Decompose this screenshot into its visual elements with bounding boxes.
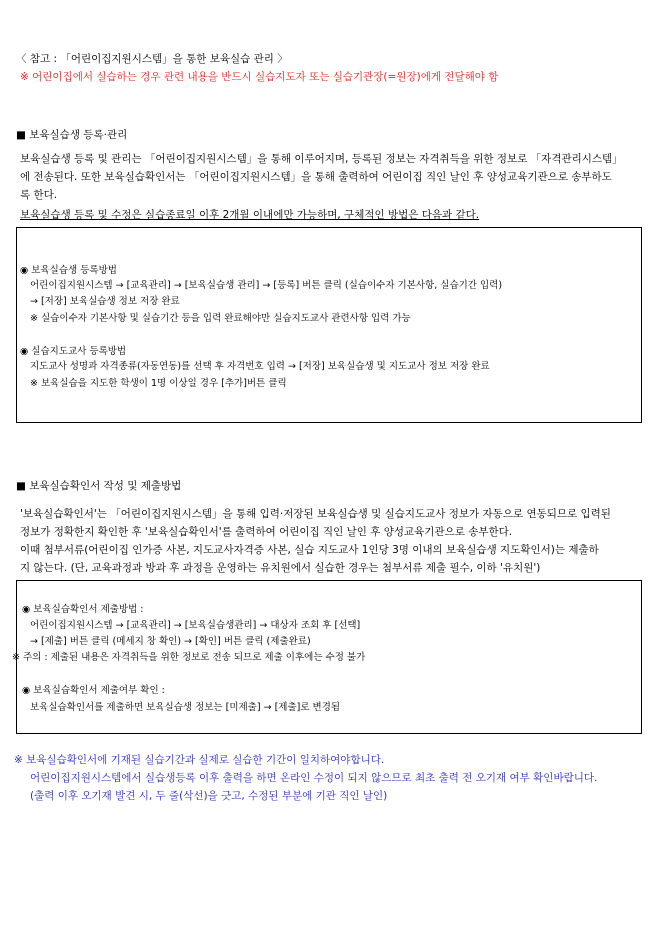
section1-para-line4: 보육실습생 등록 및 수정은 실습종료일 이후 2개월 이내에만 가능하며, 구체적인 방법은 다음과 같다. <box>20 209 480 221</box>
box2-item2-line1: 보육실습확인서를 제출하면 보육실습생 정보는 [미제출] → [제출]로 변경됨 <box>30 702 341 713</box>
footnote-line3: (출력 이후 오기재 발견 시, 두 줄(삭선)을 긋고, 수정된 부분에 기관 직인 날인) <box>30 790 388 802</box>
box1-item1-line2: → [저장] 보육실습생 정보 저장 완료 <box>30 296 180 307</box>
box1-item1-line3: ※ 실습이수자 기본사항 및 실습기간 등을 입력 완료해야만 실습지도교사 관련사항 입력 가능 <box>30 313 411 324</box>
section2-para-line3: 이때 첨부서류(어린이집 인가증 사본, 지도교사자격증 사본, 실습 지도교사 1인당 3명 이내의 보육실습생 지도확인서)는 제출하 <box>20 544 599 556</box>
section1-para-line2: 에 전송된다. 또한 보육실습확인서는 「어린이집지원시스템」을 통해 출력하여 어린이집 직인 날인 후 양성교육기관으로 송부하도 <box>20 171 612 183</box>
section1-para-line3: 록 한다. <box>20 189 58 201</box>
footnote-line2: 어린이집지원시스템에서 실습생등록 이후 출력을 하면 온라인 수정이 되지 않으므로 최초 출력 전 오기재 여부 확인바랍니다. <box>30 772 598 784</box>
section2-para-line1: '보육실습확인서'는 「어린이집지원시스템」을 통해 입력·저장된 보육실습생 및 실습지도교사 정보가 자동으로 연동되므로 입력된 <box>20 508 611 520</box>
box2-item1-line2: → [제출] 버튼 클릭 (메세지 창 확인) → [확인] 버튼 클릭 (제출완료) <box>30 636 311 647</box>
box1-item2-title: ◉ 실습지도교사 등록방법 <box>20 346 127 357</box>
section1-para-line1: 보육실습생 등록 및 관리는 「어린이집지원시스템」을 통해 이루어지며, 등록된 정보는 자격취득을 위한 정보로 「자격관리시스템」 <box>20 153 623 165</box>
box1-item2-line2: ※ 보육실습을 지도한 학생이 1명 이상일 경우 [추가]버튼 클릭 <box>30 378 287 389</box>
box2-item1-line1: 어린이집지원시스템 → [교육관리] → [보육실습생관리] → 대상자 조회 후 [선택] <box>30 620 361 631</box>
footnote-line1: ※ 보육실습확인서에 기재된 실습기간과 실제로 실습한 기간이 일치하여야합니다. <box>14 754 385 766</box>
box1-item1-title: ◉ 보육실습생 등록방법 <box>20 265 117 276</box>
red-notice: ※ 어린이집에서 실습하는 경우 관련 내용을 반드시 실습지도자 또는 실습기관장(=원장)에게 전달해야 함 <box>20 71 499 83</box>
box1-item2-line1: 지도교사 성명과 자격종류(자동연동)를 선택 후 자격번호 입력 → [저장] 보육실습생 및 지도교사 정보 저장 완료 <box>30 361 490 372</box>
section1-heading: ■ 보육실습생 등록·관리 <box>16 129 128 141</box>
box2-item1-line3: ※ 주의 : 제출된 내용은 자격취득을 위한 정보로 전송 되므로 제출 이후에는 수정 불가 <box>12 652 366 663</box>
section2-para-line4: 지 않는다. (단, 교육과정과 방과 후 과정을 운영하는 유치원에서 실습한 경우는 첨부서류 제출 필수, 이하 '유치원') <box>20 562 541 574</box>
page-title: 〈 참고 : 「어린이집지원시스템」을 통한 보육실습 관리 〉 <box>16 53 288 65</box>
section2-para-line2: 정보가 정확한지 확인한 후 '보육실습확인서'를 출력하여 어린이집 직인 날인 후 양성교육기관으로 송부한다. <box>20 526 513 538</box>
registration-info-box <box>16 227 642 423</box>
section2-heading: ■ 보육실습확인서 작성 및 제출방법 <box>16 480 182 492</box>
box2-item1-title: ◉ 보육실습확인서 제출방법 : <box>22 604 144 615</box>
box2-item2-title: ◉ 보육실습확인서 제출여부 확인 : <box>22 685 165 696</box>
box1-item1-line1: 어린이집지원시스템 → [교육관리] → [보육실습생 관리] → [등록] 버튼 클릭 (실습이수자 기본사항, 실습기간 입력) <box>30 280 503 291</box>
